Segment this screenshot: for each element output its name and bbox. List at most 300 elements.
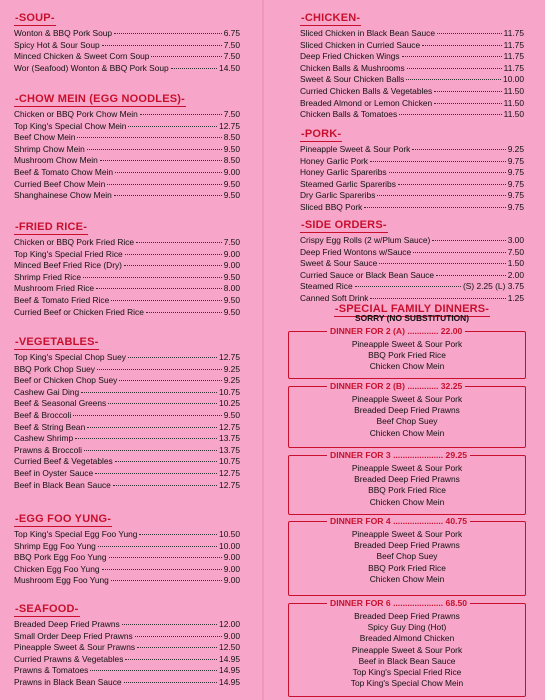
dot-leader — [113, 485, 217, 486]
menu-item — [14, 480, 240, 492]
menu-item — [14, 28, 240, 40]
menu-item-price: 12.75 — [219, 421, 240, 432]
dot-leader — [355, 286, 461, 287]
dot-leader — [83, 277, 222, 278]
section-egg-foo-yung — [14, 509, 240, 587]
family-dinner-header: DINNER FOR 4 ..................... 40.75 — [327, 515, 470, 527]
menu-item-name: Beef & Seasonal Greens — [14, 398, 107, 409]
family-dinner-item: Breaded Almond Chicken — [359, 633, 455, 644]
dot-leader — [124, 682, 217, 683]
menu-item-price: 11.75 — [503, 28, 524, 38]
menu-item-name: Curried Beef or Chicken Fried Rice — [14, 306, 144, 317]
menu-item-price: 9.25 — [507, 144, 524, 154]
dot-leader — [95, 473, 217, 474]
menu-item — [300, 98, 524, 110]
menu-item-price: 14.50 — [219, 62, 240, 73]
menu-item-price: 7.50 — [507, 246, 524, 257]
dot-leader — [119, 380, 221, 381]
section-title: -CHOW MEIN (EGG NOODLES)- — [15, 93, 185, 105]
menu-item-price: 3.00 — [507, 235, 524, 245]
menu-item-name: Curried Beef Chow Mein — [14, 178, 106, 189]
family-dinner-header: DINNER FOR 2 (A) ............. 22.00 — [327, 325, 465, 337]
menu-item — [14, 642, 240, 654]
menu-item-name: Chicken or BBQ Pork Fried Rice — [14, 237, 135, 247]
menu-item-price: 10.25 — [219, 398, 240, 409]
menu-item-price: 13.75 — [219, 444, 240, 455]
menu-item — [14, 109, 240, 121]
menu-item-price: 9.00 — [223, 630, 240, 641]
dot-leader — [84, 450, 217, 451]
menu-item-price: 8.50 — [223, 155, 240, 166]
menu-item — [300, 202, 524, 214]
section-title: -SEAFOOD- — [15, 603, 79, 615]
dot-leader — [128, 357, 217, 358]
family-dinner-items — [289, 522, 525, 585]
section-title: -EGG FOO YUNG- — [15, 513, 112, 525]
menu-item-name: Curried Chicken Balls & Vegetables — [300, 85, 433, 96]
menu-item-price: 1.50 — [507, 258, 524, 269]
menu-item-name: BBQ Pork Egg Foo Yung — [14, 552, 107, 563]
family-dinner-item: Beef Chop Suey — [376, 416, 438, 427]
menu-item-name: Shrimp Egg Foo Yung — [14, 540, 96, 551]
menu-item-name: Beef in Oyster Sauce — [14, 467, 94, 478]
dot-leader — [100, 160, 222, 161]
dot-leader — [87, 427, 217, 428]
family-dinner-item: Beef in Black Bean Sauce — [358, 655, 456, 666]
menu-item — [14, 63, 240, 75]
menu-item-price: 9.00 — [223, 575, 240, 586]
family-dinner-item: Top King's Special Chow Mein — [350, 678, 464, 689]
menu-item — [14, 237, 240, 249]
dot-leader — [87, 149, 222, 150]
section-seafood — [14, 599, 240, 689]
menu-item-price: 9.75 — [507, 155, 524, 166]
menu-item — [14, 654, 240, 666]
section-title: -CHICKEN- — [301, 12, 361, 24]
family-dinner-items — [289, 387, 525, 439]
family-dinner-item: BBQ Pork Fried Rice — [368, 350, 446, 361]
dot-leader — [115, 461, 217, 462]
section-chicken — [300, 8, 524, 121]
menu-item — [14, 40, 240, 52]
menu-item-name: Beef in Black Bean Sauce — [14, 479, 111, 490]
family-dinner-item: Pineapple Sweet & Sour Pork — [351, 394, 463, 404]
family-dinner-items — [289, 456, 525, 508]
menu-item-name: Beef Chow Mein — [14, 132, 76, 143]
menu-item — [14, 144, 240, 156]
family-dinner-item: Chicken Chow Mein — [369, 361, 445, 372]
menu-item-name: Prawns in Black Bean Sauce — [14, 676, 122, 687]
menu-item-name: Mushroom Egg Foo Yung — [14, 575, 109, 586]
menu-item-name: Wor (Seafood) Wonton & BBQ Pork Soup — [14, 62, 169, 73]
dot-leader — [73, 415, 221, 416]
menu-item-name: Beef & Tomato Chow Mein — [14, 166, 113, 177]
menu-item-name: Shrimp Fried Rice — [14, 271, 82, 282]
menu-item-price: 9.50 — [223, 306, 240, 317]
menu-item — [14, 410, 240, 422]
section-side-orders — [300, 215, 524, 305]
menu-item-name: Wonton & BBQ Pork Soup — [14, 28, 113, 38]
menu-item-price: 8.00 — [223, 283, 240, 294]
dot-leader — [436, 275, 506, 276]
menu-item — [14, 468, 240, 480]
family-dinner-header: DINNER FOR 2 (B) ............. 32.25 — [327, 380, 465, 392]
family-dinner-box — [288, 450, 526, 515]
menu-item-price: 1.25 — [507, 292, 524, 303]
family-dinner-box — [288, 516, 526, 596]
dot-leader — [102, 569, 222, 570]
menu-item-price: 7.50 — [223, 237, 240, 247]
dot-leader — [139, 534, 217, 535]
family-dinner-item: Pineapple Sweet & Sour Pork — [351, 529, 463, 539]
dot-leader — [111, 300, 221, 301]
dot-leader — [377, 195, 505, 196]
dot-leader — [171, 68, 217, 69]
menu-item-price: 14.95 — [219, 676, 240, 687]
family-dinner-items — [289, 604, 525, 689]
menu-item-price: 12.75 — [219, 352, 240, 362]
menu-item-name: Curried Beef & Vegetables — [14, 456, 113, 467]
menu-item-name: Top King's Special Fried Rice — [14, 248, 123, 259]
menu-item-price: 9.50 — [223, 178, 240, 189]
family-dinner-item: Breaded Deep Fried Prawns — [354, 611, 460, 621]
menu-item-price: 9.75 — [507, 190, 524, 201]
family-dinner-item: BBQ Pork Fried Rice — [368, 562, 446, 573]
family-dinner-box — [288, 326, 526, 379]
menu-item-name: Beef & Broccoli — [14, 409, 72, 420]
menu-item — [300, 74, 524, 86]
menu-item — [14, 677, 240, 689]
dot-leader — [114, 195, 222, 196]
menu-item-name: Curried Prawns & Vegetables — [14, 653, 124, 664]
menu-item-name: Sliced Chicken in Curried Sauce — [300, 39, 421, 50]
section-chow-mein — [14, 89, 240, 202]
menu-item-name: Spicy Hot & Sour Soup — [14, 39, 100, 50]
menu-item — [14, 155, 240, 167]
menu-item — [14, 619, 240, 631]
menu-item — [14, 283, 240, 295]
menu-item — [14, 564, 240, 576]
menu-item-price: (S) 2.25 (L) 3.75 — [463, 281, 524, 292]
dot-leader — [432, 240, 505, 241]
dot-leader — [151, 56, 221, 57]
family-dinner-header: DINNER FOR 3 ..................... 29.25 — [327, 449, 470, 461]
menu-item-name: Chicken or BBQ Pork Chow Mein — [14, 109, 138, 119]
menu-item — [300, 156, 524, 168]
menu-item-price: 9.50 — [223, 143, 240, 154]
menu-item-name: Mushroom Fried Rice — [14, 283, 95, 294]
menu-item — [14, 121, 240, 133]
menu-item-price: 12.00 — [219, 619, 240, 629]
menu-item — [14, 456, 240, 468]
dot-leader — [90, 670, 217, 671]
menu-item — [14, 190, 240, 202]
dot-leader — [128, 126, 217, 127]
menu-item-price: 9.00 — [223, 552, 240, 563]
menu-item-price: 7.50 — [223, 51, 240, 62]
menu-item-price: 9.00 — [223, 248, 240, 259]
menu-item-name: Mushroom Chow Mein — [14, 155, 98, 166]
menu-item-name: Sliced Chicken in Black Bean Sauce — [300, 28, 436, 38]
menu-item-price: 10.00 — [503, 74, 524, 85]
menu-item-name: Minced Beef Fried Rice (Dry) — [14, 260, 122, 271]
menu-item-name: Steamed Garlic Spareribs — [300, 178, 396, 189]
family-dinner-item: Breaded Deep Fried Prawns — [354, 540, 460, 551]
family-dinner-item: Chicken Chow Mein — [369, 496, 445, 507]
menu-item-price: 7.50 — [223, 39, 240, 50]
dot-leader — [370, 161, 506, 162]
menu-item — [14, 307, 240, 319]
menu-item-price: 2.00 — [507, 269, 524, 280]
menu-item-price: 9.50 — [223, 271, 240, 282]
family-dinner-items — [289, 332, 525, 373]
menu-item — [14, 260, 240, 272]
menu-item-name: Canned Soft Drink — [300, 292, 369, 303]
dot-leader — [413, 252, 506, 253]
menu-item-price: 9.50 — [223, 409, 240, 420]
menu-item-list — [14, 237, 240, 318]
menu-item — [300, 63, 524, 75]
menu-item-name: Deep Fried Wontons w/Sauce — [300, 246, 412, 257]
menu-item — [300, 144, 524, 156]
dot-leader — [437, 33, 502, 34]
menu-item-name: Breaded Deep Fried Prawns — [14, 619, 120, 629]
menu-item-name: Honey Garlic Pork — [300, 155, 368, 166]
menu-item-list — [14, 109, 240, 202]
menu-item-name: Beef & String Bean — [14, 421, 86, 432]
menu-item — [300, 109, 524, 121]
family-dinner-header: DINNER FOR 6 ..................... 68.50 — [327, 597, 470, 609]
section-pork — [300, 124, 524, 214]
menu-item-name: Cashew Gai Ding — [14, 386, 80, 397]
dot-leader — [136, 242, 222, 243]
menu-item-name: Pineapple Sweet & Sour Pork — [300, 144, 411, 154]
menu-item — [14, 272, 240, 284]
menu-item-name: Sweet & Sour Chicken Balls — [300, 74, 405, 85]
menu-item-price: 10.00 — [219, 540, 240, 551]
menu-item-price: 9.00 — [223, 563, 240, 574]
menu-item — [14, 445, 240, 457]
menu-item — [300, 51, 524, 63]
menu-item-list — [14, 529, 240, 587]
menu-item-price: 6.75 — [223, 28, 240, 38]
family-dinner-item: Pineapple Sweet & Sour Pork — [351, 463, 463, 473]
menu-item-name: BBQ Pork Chop Suey — [14, 363, 95, 374]
menu-item — [300, 40, 524, 52]
dot-leader — [422, 45, 502, 46]
menu-item-name: Shrimp Chow Mein — [14, 143, 85, 154]
menu-item — [300, 86, 524, 98]
menu-item-list — [300, 235, 524, 305]
menu-item — [14, 387, 240, 399]
menu-item-price: 9.50 — [223, 294, 240, 305]
menu-item-list — [14, 619, 240, 689]
family-dinner-item: BBQ Pork Fried Rice — [368, 485, 446, 496]
menu-item-name: Prawns & Tomatoes — [14, 665, 89, 676]
menu-item — [300, 235, 524, 247]
menu-item — [14, 398, 240, 410]
menu-item — [300, 167, 524, 179]
family-dinner-item: Chicken Chow Mein — [369, 427, 445, 438]
menu-item-price: 14.95 — [219, 665, 240, 676]
menu-item — [14, 364, 240, 376]
menu-item-name: Sliced BBQ Pork — [300, 201, 363, 212]
menu-item-name: Steamed Rice — [300, 281, 353, 292]
dot-leader — [434, 103, 501, 104]
dot-leader — [108, 403, 217, 404]
family-dinner-item: Pineapple Sweet & Sour Pork — [351, 339, 463, 349]
menu-item-price: 14.95 — [219, 653, 240, 664]
family-dinners-title: -SPECIAL FAMILY DINNERS- — [334, 303, 490, 315]
dot-leader — [140, 114, 222, 115]
menu-item-price: 9.75 — [507, 178, 524, 189]
menu-item-name: Top King's Special Egg Foo Yung — [14, 529, 138, 539]
dot-leader — [135, 636, 222, 637]
menu-item-name: Honey Garlic Spareribs — [300, 167, 387, 178]
menu-item — [14, 529, 240, 541]
dot-leader — [407, 68, 502, 69]
family-dinner-item: Top King's Special Fried Rice — [352, 667, 462, 678]
menu-item-price: 13.75 — [219, 433, 240, 444]
menu-item — [14, 541, 240, 553]
dot-leader — [109, 557, 222, 558]
menu-item-list — [300, 28, 524, 121]
dot-leader — [379, 263, 505, 264]
dot-leader — [107, 184, 221, 185]
dot-leader — [125, 254, 222, 255]
dot-leader — [146, 312, 222, 313]
menu-item-list — [14, 352, 240, 491]
menu-item-name: Prawns & Broccoli — [14, 444, 82, 455]
section-title: -SOUP- — [15, 12, 55, 24]
no-substitution-note: SORRY (NO SUBSTITUTION) — [355, 313, 469, 323]
menu-item-name: Dry Garlic Spareribs — [300, 190, 376, 201]
page-fold — [262, 0, 264, 700]
menu-item-name: Crispy Egg Rolls (2 w/Plum Sauce) — [300, 235, 431, 245]
menu-item-name: Beef or Chicken Chop Suey — [14, 375, 118, 386]
menu-item-name: Chicken Egg Foo Yung — [14, 563, 100, 574]
section-title: -VEGETABLES- — [15, 336, 99, 348]
menu-item — [14, 51, 240, 63]
menu-item — [14, 179, 240, 191]
menu-item-name: Chicken Balls & Tomatoes — [300, 109, 398, 120]
menu-item — [300, 281, 524, 293]
menu-item — [300, 258, 524, 270]
menu-item — [14, 422, 240, 434]
menu-item-name: Small Order Deep Fried Prawns — [14, 630, 133, 641]
menu-item — [14, 249, 240, 261]
menu-item-price: 8.50 — [223, 132, 240, 143]
dot-leader — [97, 369, 222, 370]
dot-leader — [81, 392, 217, 393]
dot-leader — [122, 624, 217, 625]
menu-item-price: 9.75 — [507, 201, 524, 212]
menu-item-price: 10.75 — [219, 456, 240, 467]
dot-leader — [102, 45, 222, 46]
dot-leader — [75, 438, 217, 439]
menu-item-price: 11.50 — [503, 109, 524, 120]
menu-item — [14, 352, 240, 364]
menu-item-name: Beef & Tomato Fried Rice — [14, 294, 110, 305]
menu-item — [300, 179, 524, 191]
menu-item — [14, 552, 240, 564]
menu-item — [300, 270, 524, 282]
dot-leader — [77, 137, 221, 138]
menu-item-price: 11.75 — [503, 62, 524, 73]
family-dinner-box — [288, 598, 526, 697]
menu-item-price: 7.50 — [223, 109, 240, 119]
menu-item-price: 12.75 — [219, 479, 240, 490]
menu-item-name: Cashew Shrimp — [14, 433, 74, 444]
menu-item-price: 9.25 — [223, 363, 240, 374]
dot-leader — [398, 184, 506, 185]
menu-item — [14, 132, 240, 144]
dot-leader — [124, 265, 222, 266]
dot-leader — [115, 172, 222, 173]
section-vegetables — [14, 332, 240, 491]
menu-item-name: Breaded Almond or Lemon Chicken — [300, 97, 433, 108]
menu-item-price: 11.50 — [503, 85, 524, 96]
section-title: -PORK- — [301, 128, 342, 140]
family-dinner-item: Spicy Guy Ding (Hot) — [367, 622, 447, 633]
menu-item-price: 11.75 — [503, 51, 524, 62]
menu-item — [300, 28, 524, 40]
menu-item-price: 9.25 — [223, 375, 240, 386]
menu-item — [14, 631, 240, 643]
menu-item-name: Minced Chicken & Sweet Corn Soup — [14, 51, 150, 62]
menu-item — [14, 575, 240, 587]
menu-item-name: Deep Fried Chicken Wings — [300, 51, 400, 62]
dot-leader — [399, 114, 502, 115]
dot-leader — [434, 91, 501, 92]
section-soup — [14, 8, 240, 74]
menu-item-price: 11.50 — [503, 97, 524, 108]
menu-item-name: Top King's Special Chow Mein — [14, 120, 127, 131]
menu-item — [300, 190, 524, 202]
menu-item-name: Top King's Special Chop Suey — [14, 352, 126, 362]
dot-leader — [137, 647, 217, 648]
menu-item-price: 9.00 — [223, 260, 240, 271]
dot-leader — [406, 79, 501, 80]
dot-leader — [412, 149, 505, 150]
menu-item — [14, 167, 240, 179]
dot-leader — [114, 33, 222, 34]
family-dinner-item: Breaded Deep Fried Prawns — [354, 405, 460, 416]
menu-item-price: 12.75 — [219, 120, 240, 131]
family-dinner-item: Chicken Chow Mein — [369, 573, 445, 584]
family-dinner-item: Pineapple Sweet & Sour Pork — [351, 644, 463, 655]
menu-item — [14, 665, 240, 677]
menu-item-price: 9.50 — [223, 190, 240, 201]
dot-leader — [389, 172, 506, 173]
menu-item — [14, 295, 240, 307]
section-fried-rice — [14, 217, 240, 318]
family-dinner-item: Breaded Deep Fried Prawns — [354, 474, 460, 485]
family-dinner-item: Beef Chop Suey — [376, 551, 438, 562]
menu-item — [300, 247, 524, 259]
menu-item-name: Sweet & Sour Sauce — [300, 258, 378, 269]
dot-leader — [125, 659, 217, 660]
menu-item-price: 12.50 — [219, 642, 240, 653]
menu-item-name: Chicken Balls & Mushrooms — [300, 62, 405, 73]
dot-leader — [402, 56, 502, 57]
dot-leader — [364, 207, 505, 208]
menu-item-price: 9.75 — [507, 167, 524, 178]
menu-item-price: 11.75 — [503, 39, 524, 50]
menu-item-name: Pineapple Sweet & Sour Prawns — [14, 642, 136, 653]
menu-item — [14, 433, 240, 445]
dot-leader — [111, 580, 222, 581]
